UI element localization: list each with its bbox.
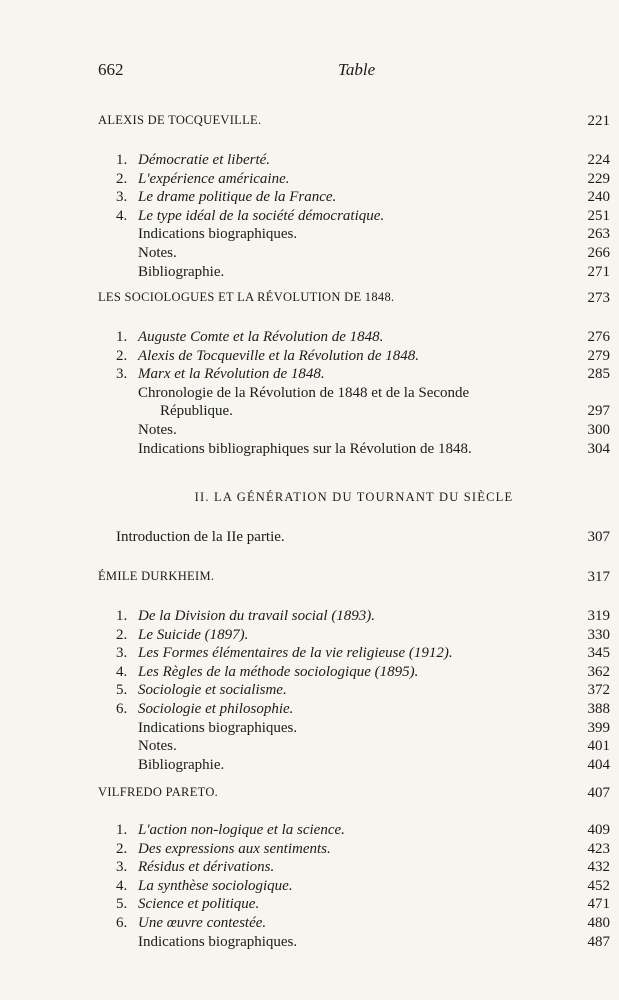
entry-page: 452 bbox=[587, 877, 610, 894]
section-title: ALEXIS DE TOCQUEVILLE. bbox=[98, 113, 262, 127]
part-title: II. LA GÉNÉRATION DU TOURNANT DU SIÈCLE bbox=[194, 490, 514, 504]
entry-title: Notes. bbox=[138, 421, 177, 438]
entry-page: 271 bbox=[587, 263, 610, 280]
entry-title: Bibliographie. bbox=[138, 756, 225, 773]
toc-entry bbox=[98, 328, 610, 347]
section-heading bbox=[98, 569, 610, 589]
toc-entry bbox=[98, 225, 610, 244]
entry-title: Des expressions aux sentiments. bbox=[138, 840, 331, 857]
toc-entry bbox=[98, 719, 610, 738]
entry-page: 319 bbox=[587, 608, 610, 624]
entry-title: La synthèse sociologique. bbox=[138, 877, 293, 894]
entry-title: Les Formes élémentaires de la vie religieuse (1912). bbox=[138, 645, 453, 662]
entry-number: 4. bbox=[116, 663, 128, 680]
entry-title: Le type idéal de la société démocratique. bbox=[138, 207, 385, 224]
toc-entry bbox=[98, 402, 610, 421]
entry-page: 362 bbox=[587, 663, 610, 680]
entry-page: 345 bbox=[587, 645, 610, 662]
entry-page: 399 bbox=[587, 719, 610, 736]
entry-page: 388 bbox=[587, 700, 610, 717]
entry-title: Le drame politique de la France. bbox=[138, 189, 337, 206]
entry-page: 432 bbox=[587, 859, 610, 876]
toc-entry bbox=[98, 914, 610, 933]
entry-page: 251 bbox=[587, 207, 610, 224]
section-page: 221 bbox=[587, 113, 610, 129]
entry-page: 297 bbox=[587, 403, 610, 420]
entry-number: 3. bbox=[116, 189, 128, 206]
entry-number: 2. bbox=[116, 840, 128, 857]
entry-number: 2. bbox=[116, 170, 128, 187]
entry-title: Sociologie et socialisme. bbox=[138, 682, 287, 699]
entry-title: Science et politique. bbox=[138, 896, 260, 913]
toc-entry bbox=[98, 858, 610, 877]
entry-page: 487 bbox=[587, 933, 610, 950]
toc-section-tocqueville bbox=[98, 113, 610, 281]
entry-number: 6. bbox=[116, 700, 128, 717]
entry-page: 423 bbox=[587, 840, 610, 857]
entry-page: 409 bbox=[587, 822, 610, 838]
entry-number: 2. bbox=[116, 626, 128, 643]
toc-entry bbox=[98, 644, 610, 663]
entry-page: 372 bbox=[587, 682, 610, 699]
entry-title: Indications biographiques. bbox=[138, 719, 298, 736]
toc-entry bbox=[98, 933, 610, 952]
entry-title: Alexis de Tocqueville et la Révolution de 1848. bbox=[138, 347, 420, 364]
entry-title: Auguste Comte et la Révolution de 1848. bbox=[138, 329, 384, 345]
toc-entry bbox=[98, 421, 610, 440]
entry-number: 4. bbox=[116, 207, 128, 224]
toc-entry bbox=[98, 626, 610, 645]
toc-entry bbox=[98, 681, 610, 700]
toc-entry bbox=[98, 700, 610, 719]
entry-title: L'action non-logique et la science. bbox=[138, 822, 345, 838]
toc-entry bbox=[98, 821, 610, 840]
section-title: LES SOCIOLOGUES ET LA RÉVOLUTION DE 1848. bbox=[98, 290, 395, 304]
section-page: 407 bbox=[587, 785, 610, 801]
entry-title: Résidus et dérivations. bbox=[138, 859, 275, 876]
entry-title: Les Règles de la méthode sociologique (1895). bbox=[138, 663, 419, 680]
entry-number: 1. bbox=[116, 608, 128, 624]
entry-page: 304 bbox=[587, 440, 610, 457]
entry-page: 307 bbox=[587, 529, 610, 545]
toc-entry bbox=[98, 737, 610, 756]
running-title: Table bbox=[338, 60, 376, 79]
entry-page: 279 bbox=[587, 347, 610, 364]
page-number: 662 bbox=[98, 60, 124, 79]
section-title: VILFREDO PARETO. bbox=[98, 785, 219, 799]
entry-page: 401 bbox=[587, 738, 610, 755]
toc-entry bbox=[98, 188, 610, 207]
entry-number: 2. bbox=[116, 347, 128, 364]
entry-page: 300 bbox=[587, 421, 610, 438]
entry-number: 3. bbox=[116, 645, 128, 662]
section-heading bbox=[98, 113, 610, 133]
entry-title: Indications biographiques. bbox=[138, 933, 298, 950]
toc-entry bbox=[98, 263, 610, 282]
entry-title: République. bbox=[160, 403, 233, 420]
toc-entry bbox=[98, 440, 610, 459]
entry-page: 229 bbox=[587, 170, 610, 187]
entry-title: Indications bibliographiques sur la Révolution de 1848. bbox=[138, 440, 472, 457]
page-header bbox=[98, 60, 610, 84]
entry-page: 263 bbox=[587, 226, 610, 243]
entry-number: 3. bbox=[116, 366, 128, 383]
entry-page: 266 bbox=[587, 244, 610, 261]
entry-number: 1. bbox=[116, 822, 128, 838]
entry-page: 224 bbox=[587, 152, 610, 168]
section-title: ÉMILE DURKHEIM. bbox=[98, 569, 215, 583]
toc-entry bbox=[98, 244, 610, 263]
toc-entry bbox=[98, 170, 610, 189]
entry-title: Introduction de la IIe partie. bbox=[116, 529, 285, 545]
entry-number: 6. bbox=[116, 914, 128, 931]
entry-title: Une œuvre contestée. bbox=[138, 914, 267, 931]
entry-title: Démocratie et liberté. bbox=[138, 152, 271, 168]
entry-title: Notes. bbox=[138, 738, 177, 755]
toc-entry bbox=[98, 877, 610, 896]
toc-entry bbox=[98, 607, 610, 626]
toc-entry bbox=[98, 347, 610, 366]
entry-title: Bibliographie. bbox=[138, 263, 225, 280]
entry-number: 5. bbox=[116, 896, 128, 913]
entry-page: 330 bbox=[587, 626, 610, 643]
entry-title: Marx et la Révolution de 1848. bbox=[138, 366, 325, 383]
section-page: 273 bbox=[587, 290, 610, 306]
entry-page: 285 bbox=[587, 366, 610, 383]
entry-page: 240 bbox=[587, 189, 610, 206]
entry-page: 404 bbox=[587, 756, 610, 773]
entry-title: Le Suicide (1897). bbox=[138, 626, 249, 643]
entry-title: De la Division du travail social (1893). bbox=[138, 608, 376, 624]
toc-section-sociologues bbox=[98, 290, 610, 458]
section-heading bbox=[98, 290, 610, 310]
toc-entry-introduction bbox=[98, 529, 610, 549]
entry-number: 4. bbox=[116, 877, 128, 894]
entry-title: L'expérience américaine. bbox=[138, 170, 290, 187]
toc-entry bbox=[98, 663, 610, 682]
toc-entry bbox=[98, 895, 610, 914]
entry-title: Chronologie de la Révolution de 1848 et de la Seconde bbox=[138, 384, 470, 401]
toc-section-durkheim bbox=[98, 569, 610, 774]
toc-entry bbox=[98, 365, 610, 384]
entry-page: 480 bbox=[587, 914, 610, 931]
entry-title: Indications biographiques. bbox=[138, 226, 298, 243]
entry-number: 1. bbox=[116, 152, 128, 168]
entry-title: Notes. bbox=[138, 244, 177, 261]
toc-entry bbox=[98, 384, 610, 403]
section-heading bbox=[98, 785, 610, 805]
entry-page: 276 bbox=[587, 329, 610, 345]
entry-title: Sociologie et philosophie. bbox=[138, 700, 294, 717]
section-page: 317 bbox=[587, 569, 610, 585]
toc-entry bbox=[98, 840, 610, 859]
toc-entry bbox=[98, 151, 610, 170]
entry-number: 5. bbox=[116, 682, 128, 699]
entry-number: 1. bbox=[116, 329, 128, 345]
entry-page: 471 bbox=[587, 896, 610, 913]
toc-entry bbox=[98, 207, 610, 226]
toc-section-pareto bbox=[98, 785, 610, 951]
toc-entry bbox=[98, 756, 610, 775]
entry-number: 3. bbox=[116, 859, 128, 876]
